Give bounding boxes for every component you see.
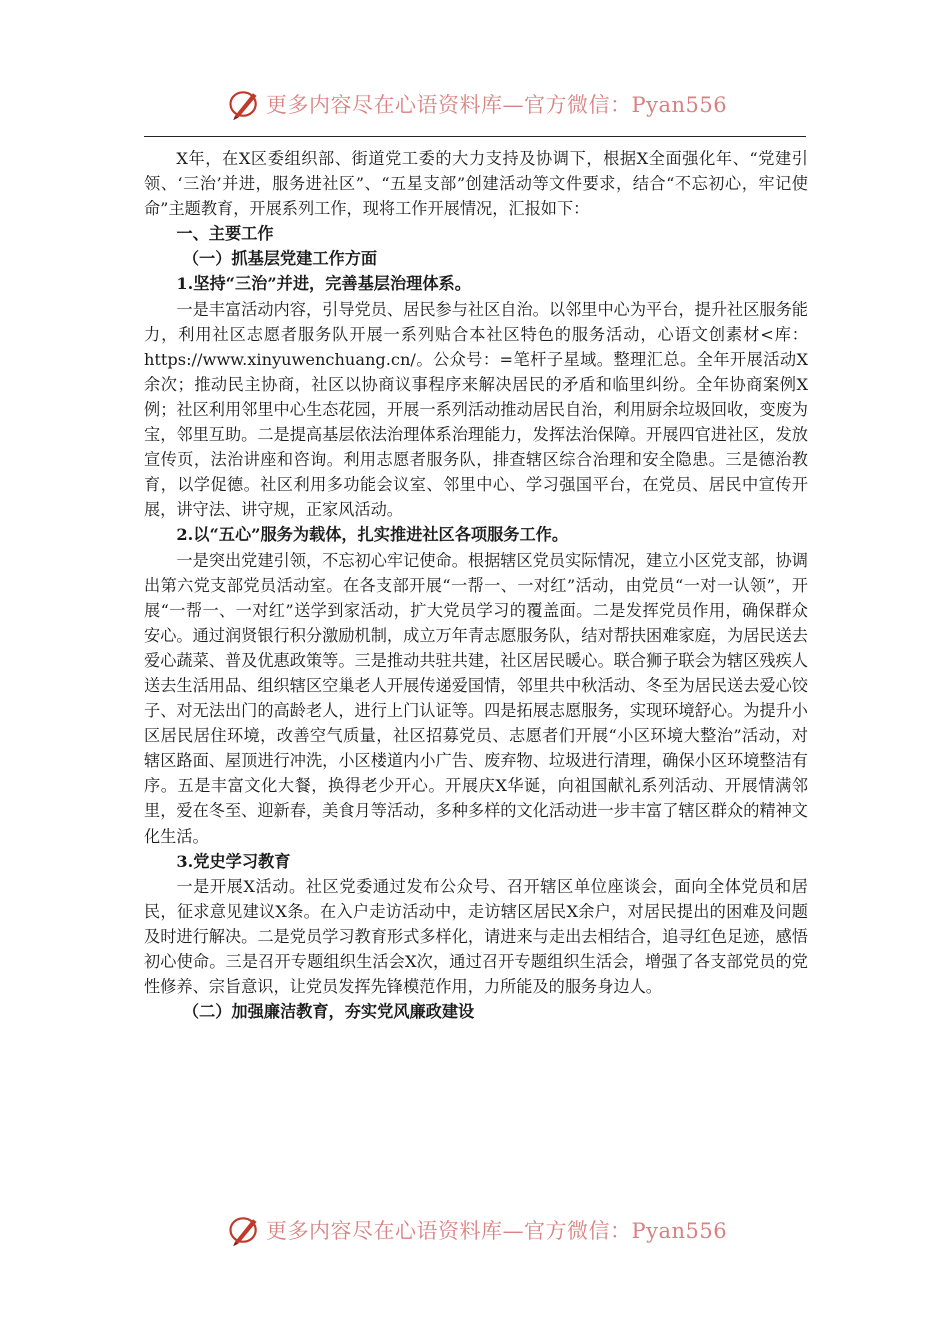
intro-paragraph: X年，在X区委组织部、街道党工委的大力支持及协调下，根据X全面强化年、“党建引领、‘三治’并进，服务进社区”、“五星支部”创建活动等文件要求，结合“不忘初心，牢记使命”主题教育，开展系列工作，现将工作开展情况，汇报如下： xyxy=(144,149,808,219)
header-divider xyxy=(144,136,806,137)
footer-banner-text: 更多内容尽在心语资料库—官方微信：Pyan556 xyxy=(266,1219,728,1243)
item-heading-2: 2.以“五心”服务为载体，扎实推进社区各项服务工作。 xyxy=(176,525,569,545)
body-paragraph-history-education: 一是开展X活动。社区党委通过发布公众号、召开辖区单位座谈会，面向全体党员和居民，征求意见建议X条。在入户走访活动中，走访辖区居民X余户，对居民提出的困难及问题及时进行解决。二是党员学习教育形式多样化，请进来与走出去相结合，追寻红色足迹，感悟初心使命。三是召开专题组织生活会X次，通过召开专题组织生活会，增强了各支部党员的党性修养、宗旨意识，让党员发挥先锋模范作用，力所能及的服务身边人。 xyxy=(144,876,808,997)
subsection-heading-party-building: （一）抓基层党建工作方面 xyxy=(182,249,378,269)
pen-logo-icon xyxy=(226,86,262,122)
header-banner-text: 更多内容尽在心语资料库—官方微信：Pyan556 xyxy=(266,93,728,117)
item-heading-3: 3.党史学习教育 xyxy=(176,851,291,871)
footer-banner xyxy=(226,1210,727,1250)
section-heading-main-work: 一、主要工作 xyxy=(176,224,274,244)
document-body xyxy=(144,146,808,1024)
pen-logo-icon xyxy=(226,1212,262,1248)
header-banner xyxy=(226,84,727,124)
body-paragraph-governance: 一是丰富活动内容，引导党员、居民参与社区自治。以邻里中心为平台，提升社区服务能力，利用社区志愿者服务队开展一系列贴合本社区特色的服务活动，心语文创素材<库：https://www.xinyuwenchuang.cn/。公众号：=笔杆子星域。整理汇总。全年开展活动X余次；推动民主协商，社区以协商议事程序来解决居民的矛盾和临里纠纷。全年协商案例X例；社区利用邻里中心生态花园，开展一系列活动推动居民自治，利用厨余垃圾回收，变废为宝，邻里互助。二是提高基层依法治理体系治理能力，发挥法治保障。开展四官进社区，发放宣传页，法治讲座和咨询。利用志愿者服务队，排查辖区综合治理和安全隐患。三是德治教育，以学促德。社区利用多功能会议室、邻里中心、学习强国平台，在党员、居民中宣传开展，讲守法、讲守规，正家风活动。 xyxy=(144,299,808,520)
body-paragraph-services: 一是突出党建引领，不忘初心牢记使命。根据辖区党员实际情况，建立小区党支部，协调出第六党支部党员活动室。在各支部开展“一帮一、一对红”活动，由党员“一对一认领”，开展“一帮一、一对红”送学到家活动，扩大党员学习的覆盖面。二是发挥党员作用，确保群众安心。通过润贤银行积分激励机制，成立万年青志愿服务队，结对帮扶困难家庭，为居民送去爱心蔬菜、普及优惠政策等。三是推动共驻共建，社区居民暖心。联合狮子联会为辖区残疾人送去生活用品、组织辖区空巢老人开展传递爱国情，邻里共中秋活动、冬至为居民送去爱心饺子、对无法出门的高龄老人，进行上门认证等。四是拓展志愿服务，实现环境舒心。为提升小区居民居住环境，改善空气质量，社区招募党员、志愿者们开展“小区环境大整治”活动，对辖区路面、屋顶进行冲洗，小区楼道内小广告、废弃物、垃圾进行清理，确保小区环境整洁有序。五是丰富文化大餐，换得老少开心。开展庆X华诞，向祖国献礼系列活动、开展情满邻里，爱在冬至、迎新春，美食月等活动，多种多样的文化活动进一步丰富了辖区群众的精神文化生活。 xyxy=(144,550,808,846)
item-heading-1: 1.坚持“三治”并进，完善基层治理体系。 xyxy=(176,274,471,294)
subsection-heading-integrity: （二）加强廉洁教育，夯实党风廉政建设 xyxy=(182,1002,475,1022)
